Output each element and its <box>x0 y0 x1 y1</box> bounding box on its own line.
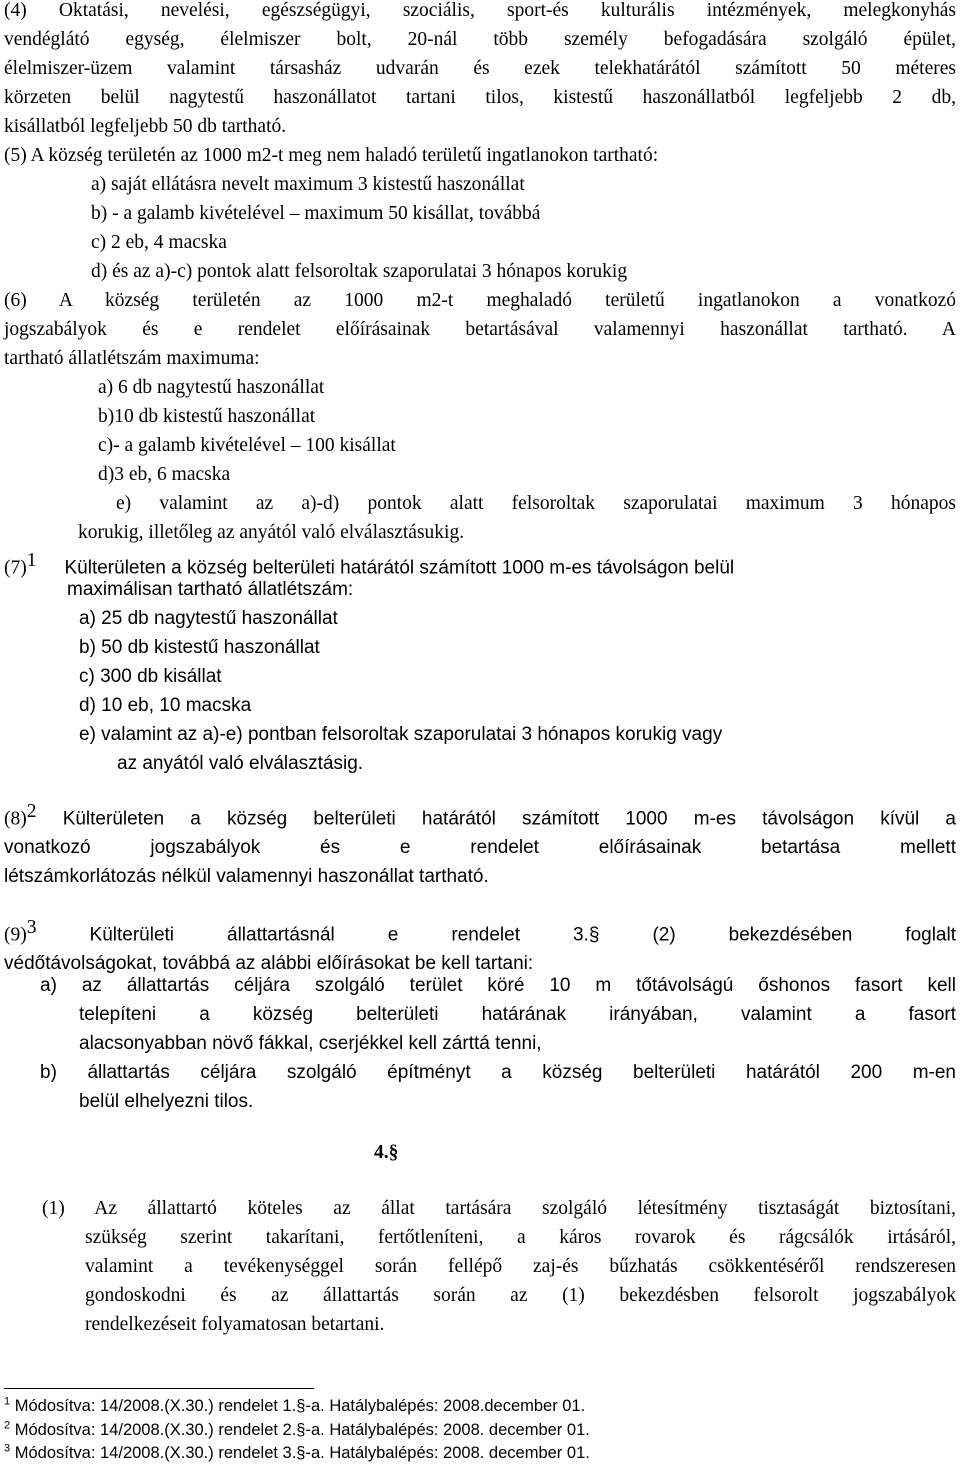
list-item: b) állattartás céljára szolgáló építményt a község belterületi határától 200 m-en <box>40 1062 956 1083</box>
list-item: b) - a galamb kivételével – maximum 50 kisállat, továbbá <box>91 203 541 224</box>
list-item: a) saját ellátásra nevelt maximum 3 kistestű haszonállat <box>91 174 525 195</box>
paragraph-number: (9) <box>4 924 27 946</box>
footnote <box>4 1395 585 1417</box>
paragraph-7-list <box>79 604 956 778</box>
text-line: (1) Az állattartó köteles az állat tartására szolgáló létesítmény tisztaságát biztosítani, <box>42 1198 956 1219</box>
text-line: kisállatból legfeljebb 50 db tartható. <box>4 116 287 137</box>
footnote <box>4 1419 590 1441</box>
paragraph-number: (8) <box>4 808 27 830</box>
text-line: jogszabályok és e rendelet előírásainak betartásával valamennyi haszonállat tartható. A <box>4 319 956 340</box>
footnote-ref: 1 <box>26 550 37 571</box>
list-item: a) 6 db nagytestű haszonállat <box>98 377 325 398</box>
footnote-text: Módosítva: 14/2008.(X.30.) rendelet 3.§-a. Hatálybalépés: 2008. december 01. <box>14 1444 590 1462</box>
paragraph-9-item-b <box>40 1058 956 1116</box>
list-item: e) valamint az a)-e) pontban felsoroltak szaporulatai 3 hónapos korukig vagy <box>79 724 723 745</box>
text-line: tartható állatlétszám maximuma: <box>4 348 260 369</box>
footnote-number: 1 <box>4 1395 11 1408</box>
paragraph-6 <box>4 286 956 373</box>
list-item: d) és az a)-c) pontok alatt felsoroltak szaporulatai 3 hónapos korukig <box>91 261 628 282</box>
paragraph-7-cont <box>67 575 947 604</box>
text-line: maximálisan tartható állatlétszám: <box>67 579 354 600</box>
footnote-text: Módosítva: 14/2008.(X.30.) rendelet 1.§-a. Hatálybalépés: 2008.december 01. <box>14 1397 586 1415</box>
list-item-continuation: telepíteni a község belterületi határának irányában, valamint a fasort <box>79 1004 956 1025</box>
footnote-ref: 2 <box>26 801 37 822</box>
list-item: c) 2 eb, 4 macska <box>91 232 227 253</box>
footnote-ref: 3 <box>26 917 37 938</box>
section-heading: 4.§ <box>374 1142 399 1163</box>
paragraph-first-line <box>4 913 956 949</box>
text-line: rendelkezéseit folyamatosan betartani. <box>85 1314 385 1335</box>
paragraph-4 <box>4 0 956 141</box>
paragraph-5 <box>4 141 956 170</box>
list-item: c) 300 db kisállat <box>79 666 222 687</box>
text-line: (4) Oktatási, nevelési, egészségügyi, szociális, sport-és kulturális intézmények, melegkonyhás <box>4 0 956 21</box>
list-item: b) 50 db kistestű haszonállat <box>79 637 320 658</box>
paragraph-9-item-a <box>40 971 956 1058</box>
text-line: körzeten belül nagytestű haszonállatot tartani tilos, kistestű haszonállatból legfeljebb 2 db, <box>4 87 956 108</box>
text-line: valamint a tevékenységgel során fellépő zaj-és bűzhatás csökkentéséről rendszeresen <box>85 1256 956 1277</box>
paragraph-first-line <box>4 797 956 833</box>
list-item-continuation: az anyától való elválasztásig. <box>117 753 364 774</box>
paragraph-intro: (5) A község területén az 1000 m2-t meg nem haladó területű ingatlanokon tartható: <box>4 145 659 166</box>
text-line: létszámkorlátozás nélkül valamennyi haszonállat tartható. <box>4 866 489 888</box>
footnote-number: 2 <box>4 1419 11 1432</box>
list-item: e) valamint az a)-d) pontok alatt felsoroltak szaporulatai maximum 3 hónapos <box>116 493 956 514</box>
text-line: vonatkozó jogszabályok és e rendelet előírásainak betartása mellett <box>4 837 956 859</box>
text-line: élelmiszer-üzem valamint társasház udvarán és ezek telekhatárától számított 50 méteres <box>4 58 956 79</box>
paragraph-6-list <box>98 373 898 489</box>
list-item: d)3 eb, 6 macska <box>98 464 231 485</box>
list-item: d) 10 eb, 10 macska <box>79 695 252 716</box>
paragraph-5-list <box>91 170 951 286</box>
text-line: Külterületen a község belterületi határától számított 1000 m-es távolságon belül <box>64 557 735 579</box>
text-line: vendéglátó egység, élelmiszer bolt, 20-nál több személy befogadására szolgáló épület, <box>4 29 956 50</box>
list-item: b)10 db kistestű haszonállat <box>98 406 316 427</box>
paragraph-6-item-e <box>78 489 956 547</box>
footnote-separator <box>4 1388 314 1389</box>
paragraph-number: (7) <box>4 557 27 579</box>
list-item: a) 25 db nagytestű haszonállat <box>79 608 338 629</box>
text-line: szükség szerint takarítani, fertőtleníteni, a káros rovarok és rágcsálók irtásáról, <box>85 1227 956 1248</box>
paragraph-8 <box>4 797 956 891</box>
text-line: (6) A község területén az 1000 m2-t meghaladó területű ingatlanokon a vonatkozó <box>4 290 956 311</box>
list-item: a) az állattartás céljára szolgáló terület köré 10 m tőtávolságú őshonos fasort kell <box>40 975 956 996</box>
text-line: Külterületi állattartásnál e rendelet 3.§ (2) bekezdésében foglalt <box>89 924 956 946</box>
section-4-paragraph-1 <box>42 1194 956 1339</box>
text-line: védőtávolságokat, továbbá az alábbi előírásokat be kell tartani: <box>4 953 534 975</box>
list-item-continuation: belül elhelyezni tilos. <box>79 1091 254 1112</box>
text-line: gondoskodni és az állattartás során az (1) bekezdésben felsorolt jogszabályok <box>85 1285 956 1306</box>
footnote <box>4 1442 590 1464</box>
footnote-text: Módosítva: 14/2008.(X.30.) rendelet 2.§-a. Hatálybalépés: 2008. december 01. <box>14 1421 590 1439</box>
list-item-continuation: korukig, illetőleg az anyától való elválasztásukig. <box>78 522 465 543</box>
footnote-number: 3 <box>4 1442 11 1455</box>
list-item: c)- a galamb kivételével – 100 kisállat <box>98 435 396 456</box>
list-item-continuation: alacsonyabban növő fákkal, cserjékkel kell zárttá tenni, <box>79 1033 542 1054</box>
text-line: Külterületen a község belterületi határától számított 1000 m-es távolságon kívül a <box>62 808 957 830</box>
paragraph-9 <box>4 913 956 978</box>
